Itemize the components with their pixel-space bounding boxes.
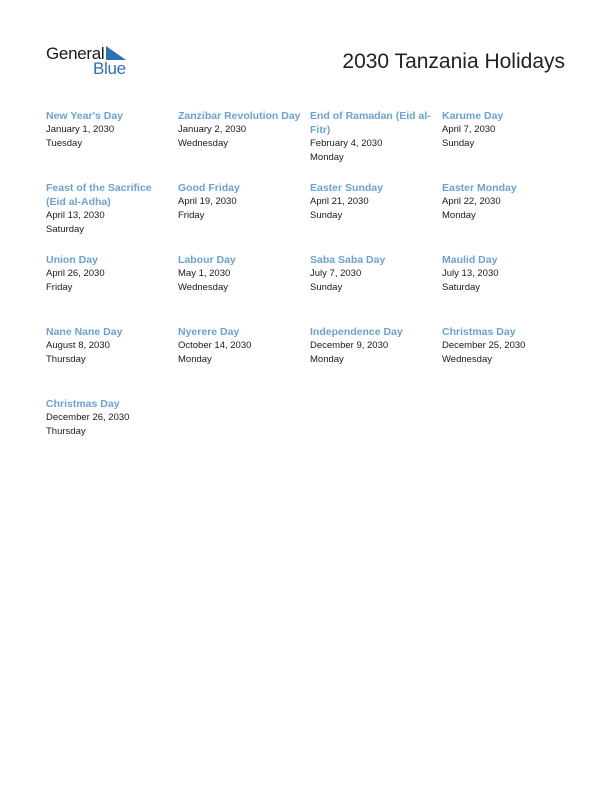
holiday-weekday: Thursday [46,354,86,365]
holiday-weekday: Wednesday [178,282,228,293]
holiday-item [46,181,178,253]
holiday-weekday: Sunday [442,138,475,149]
holiday-name: Nane Nane Day [46,326,123,338]
holiday-date: July 13, 2030 [442,268,499,279]
holiday-weekday: Wednesday [442,354,492,365]
holiday-item [310,325,442,397]
holiday-name: Christmas Day [46,398,120,410]
generalblue-logo [46,44,136,80]
holiday-name: Good Friday [178,182,240,194]
holiday-weekday: Saturday [442,282,481,293]
holiday-weekday: Friday [178,210,205,221]
holiday-weekday: Tuesday [46,138,83,149]
holiday-name: Independence Day [310,326,403,338]
holiday-weekday: Sunday [310,282,343,293]
holiday-name: End of Ramadan (Eid al-Fitr) [310,110,431,136]
holiday-weekday: Thursday [46,426,86,437]
holiday-item [310,109,442,181]
logo-triangle-icon [106,46,126,60]
holiday-item [442,109,574,181]
holiday-item [46,325,178,397]
holiday-item [178,109,310,181]
holiday-name: Easter Monday [442,182,517,194]
holiday-date: December 25, 2030 [442,340,526,351]
holiday-name: Easter Sunday [310,182,383,194]
holiday-weekday: Monday [310,354,344,365]
holiday-date: July 7, 2030 [310,268,362,279]
logo-word-general: General [46,44,105,63]
holiday-date: October 14, 2030 [178,340,252,351]
holiday-item [46,253,178,325]
holiday-date: May 1, 2030 [178,268,231,279]
holiday-date: April 22, 2030 [442,196,501,207]
holiday-item [178,181,310,253]
holiday-weekday: Monday [310,152,344,163]
holiday-weekday: Monday [178,354,212,365]
holiday-date: April 13, 2030 [46,210,105,221]
holiday-date: April 7, 2030 [442,124,496,135]
page-title: 2030 Tanzania Holidays [342,50,565,73]
holiday-name: Union Day [46,254,98,266]
holiday-date: April 19, 2030 [178,196,237,207]
holiday-name: Nyerere Day [178,326,240,338]
holiday-name: Labour Day [178,254,236,266]
holiday-name: Feast of the Sacrifice (Eid al-Adha) [46,182,152,208]
holiday-item [46,109,178,181]
holiday-item [178,325,310,397]
holiday-weekday: Friday [46,282,73,293]
holiday-name: New Year's Day [46,110,124,122]
holiday-item [442,253,574,325]
holiday-date: January 1, 2030 [46,124,115,135]
holiday-item [178,253,310,325]
holiday-item [310,253,442,325]
holiday-date: December 9, 2030 [310,340,389,351]
holiday-date: January 2, 2030 [178,124,247,135]
logo-word-blue: Blue [93,59,126,78]
holiday-item [442,181,574,253]
holiday-name: Christmas Day [442,326,516,338]
holiday-name: Karume Day [442,110,504,122]
holiday-weekday: Saturday [46,224,85,235]
holiday-name: Saba Saba Day [310,254,386,266]
holiday-item [310,181,442,253]
holiday-name: Zanzibar Revolution Day [178,110,301,122]
holiday-date: December 26, 2030 [46,412,130,423]
holiday-name: Maulid Day [442,254,498,266]
holiday-weekday: Wednesday [178,138,228,149]
holiday-item [442,325,574,397]
holiday-date: April 21, 2030 [310,196,369,207]
holiday-date: August 8, 2030 [46,340,110,351]
holiday-grid [46,109,576,469]
holiday-item [46,397,178,469]
holiday-date: April 26, 2030 [46,268,105,279]
holiday-weekday: Sunday [310,210,343,221]
holiday-weekday: Monday [442,210,476,221]
holiday-date: February 4, 2030 [310,138,383,149]
